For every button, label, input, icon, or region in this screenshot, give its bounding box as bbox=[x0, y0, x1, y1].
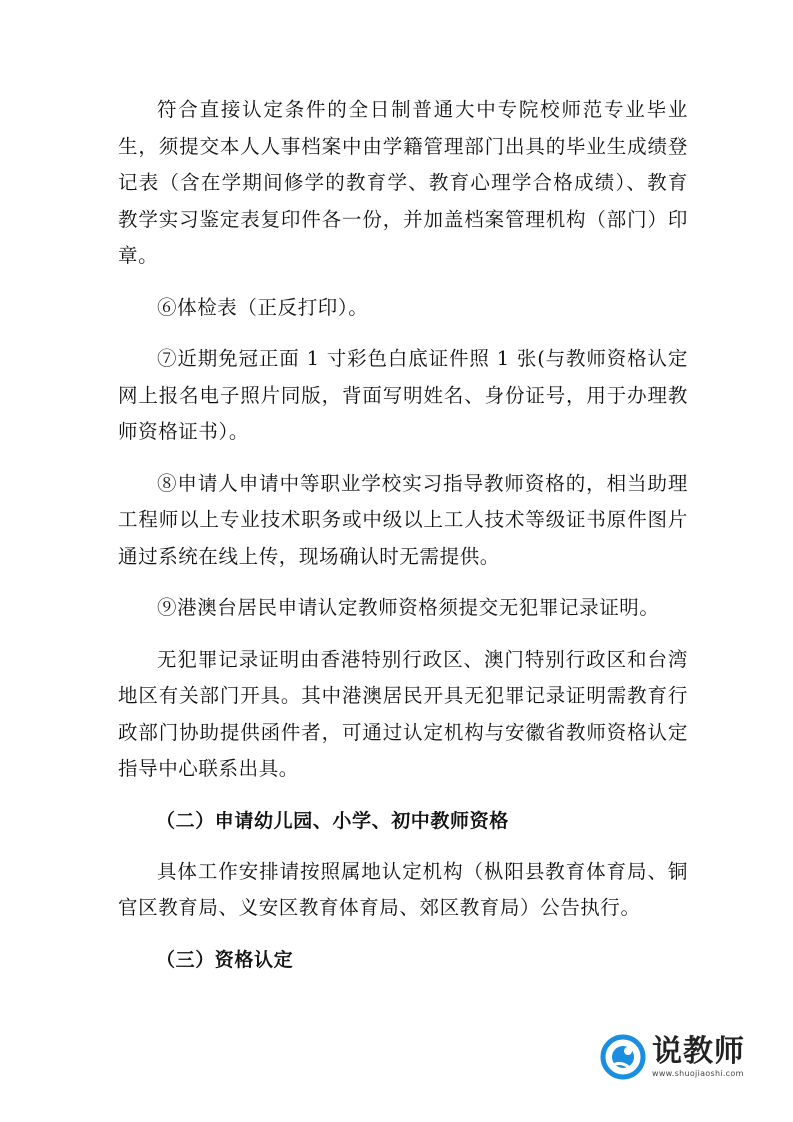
paragraph-photo: ⑦近期免冠正面 1 寸彩色白底证件照 1 张(与教师资格认定网上报名电子照片同版，背面写明姓名、身份证号，用于办理教师资格证书）。 bbox=[118, 347, 688, 443]
paragraph-graduate-materials: 符合直接认定条件的全日制普通大中专院校师范专业毕业生，须提交本人人事档案中由学籍管理部门出具的毕业生成绩登记表（含在学期间修学的教育学、教育心理学合格成绩）、教育教学实习鉴定表复印件各一份，并加盖档案管理机构（部门）印章。 bbox=[118, 98, 688, 267]
paragraph-hmt-residents: ⑨港澳台居民申请认定教师资格须提交无犯罪记录证明。 bbox=[157, 596, 660, 619]
watermark-url: www.shuojiaoshi.com bbox=[652, 1069, 744, 1078]
paragraph-no-criminal-record: 无犯罪记录证明由香港特别行政区、澳门特别行政区和台湾地区有关部门开具。其中港澳居民开具无犯罪记录证明需教育行政部门协助提供函件者，可通过认定机构与安徽省教师资格认定指导中心联系出具。 bbox=[118, 647, 688, 780]
paragraph-vocational-instructor: ⑧申请人申请中等职业学校实习指导教师资格的，相当助理工程师以上专业技术职务或中级以上工人技术等级证书原件图片通过系统在线上传，现场确认时无需提供。 bbox=[118, 471, 688, 568]
watermark bbox=[600, 1034, 745, 1080]
document-body bbox=[118, 92, 688, 993]
shuojiaoshi-logo-icon bbox=[600, 1034, 646, 1080]
watermark-text bbox=[652, 1036, 745, 1078]
section-heading-kindergarten-primary-junior: （二）申请幼儿园、小学、初中教师资格 bbox=[156, 809, 509, 832]
watermark-brand: 说教师 bbox=[652, 1034, 745, 1069]
paragraph-physical-exam: ⑥体检表（正反打印）。 bbox=[157, 295, 369, 319]
paragraph-local-arrangement: 具体工作安排请按照属地认定机构（枞阳县教育体育局、铜官区教育局、义安区教育体育局、郊区教育局）公告执行。 bbox=[118, 859, 688, 919]
section-heading-qualification-recognition: （三）资格认定 bbox=[156, 948, 294, 971]
